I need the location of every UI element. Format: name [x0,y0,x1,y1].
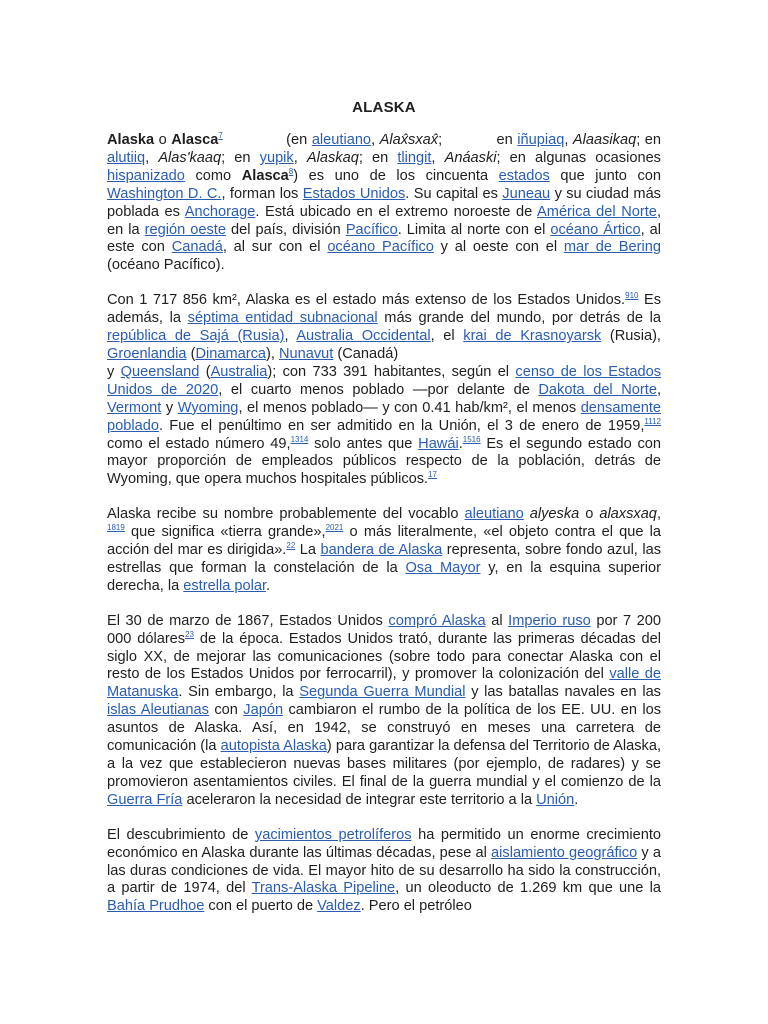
wiki-link[interactable]: yupik [259,149,294,166]
paragraph-intro [107,132,661,275]
wiki-link[interactable]: séptima entidad subnacional [187,310,378,327]
text-run: o [154,132,172,148]
footnote-ref-link[interactable]: 910 [625,291,639,301]
footnote-ref-link[interactable]: 7 [218,131,223,141]
footnote-ref [625,291,638,300]
wiki-link[interactable]: aleutiano [464,506,524,523]
wiki-link[interactable]: Bahía Prudhoe [107,898,205,915]
text-run: Es además, la [107,292,662,327]
text-run: por 7 200 000 dólares [107,612,662,647]
text-run: ), [266,345,279,362]
text-run: ; en algunas ocasiones [496,149,661,166]
text-run: cambiaron el rumbo de la política de los EE. UU. en los asuntos de Alaska. Así, en 1942, se construyó en meses una carretera de comunicación (la [107,702,662,755]
footnote-ref-link[interactable]: 8 [288,166,294,176]
wiki-link[interactable]: Segunda Guerra Mundial [299,684,466,701]
bold-term: Alasca [171,132,219,148]
footnote-ref-link[interactable]: 1314 [290,434,309,444]
footnote-ref-link[interactable]: 23 [185,629,194,639]
text-run: ( [186,345,196,362]
text-run: . Limita al norte con el [397,221,551,238]
footnote-ref [291,435,309,444]
wiki-link[interactable]: región oeste [144,221,226,238]
text-run: , [431,149,445,166]
wiki-link[interactable]: Juneau [502,185,551,202]
wiki-link[interactable]: hispanizado [107,167,185,184]
footnote-ref-link[interactable]: 1516 [462,434,481,444]
wiki-link[interactable]: krai de Krasnoyarsk [463,328,602,345]
footnote-ref-link[interactable]: 1112 [644,416,661,426]
text-run: como [184,167,242,184]
text-run: y su ciudad más poblada es [107,185,661,220]
wiki-link[interactable]: autopista Alaska [220,738,327,755]
text-run: que significa «tierra grande», [124,524,326,541]
text-run: , [656,506,661,523]
paragraph-history [107,613,661,810]
text-run: Con 1 717 856 km², Alaska es el estado más extenso de los Estados Unidos. [107,292,626,309]
wiki-link[interactable]: Groenlandia [107,345,187,362]
text-run: y [161,399,178,416]
native-name: alyeska [529,506,580,523]
text-run: , en la [107,203,661,238]
text-run: , [284,328,297,345]
footnote-ref-link[interactable]: 22 [286,541,296,551]
text-run: . [574,791,579,808]
wiki-link[interactable]: estados [498,167,550,184]
wiki-link[interactable]: valle de Matanuska [107,666,661,701]
footnote-ref [463,435,481,444]
text-run: y [107,363,121,380]
text-run: que junto con [549,167,661,184]
text-run: y las batallas navales en las [465,684,661,701]
text-run: al [485,612,509,629]
wiki-link[interactable]: censo de los Estados Unidos de 2020 [107,363,661,398]
text-run: . Su capital es [405,185,503,202]
wiki-link[interactable]: Canadá [171,239,223,256]
text-run: . Está ubicado en el extremo noroeste de [255,203,538,220]
native-name: Alas'kaaq [158,149,222,166]
wiki-link[interactable]: Unión [536,791,575,808]
text-run: ); con 733 391 habitantes, según el [267,363,516,380]
paragraph-etymology [107,506,661,596]
native-name: Alaasikaq [572,132,637,148]
text-run: o más literalmente, «el objeto contra el que la acción del mar es dirigida». [107,524,661,559]
text-run: (Canadá) [333,345,399,362]
text-run: . [266,577,271,594]
wiki-link[interactable]: alutiiq [107,149,146,166]
text-run: ) es uno de los cincuenta [293,167,499,184]
text-run: ; en [358,149,398,166]
wiki-link[interactable]: república de Sajá (Rusia) [107,328,285,345]
text-run: , [293,149,307,166]
wiki-link[interactable]: estrella polar [183,577,267,594]
text-run: como el estado número 49, [107,435,291,452]
text-run: (Rusia), [601,328,661,345]
wiki-link[interactable]: Osa Mayor [405,559,481,576]
text-run: y, en la esquina superior derecha, la [107,559,661,594]
text-run: ; en [636,132,662,148]
footnote-ref [286,541,295,550]
wiki-link[interactable]: tlingit [397,149,432,166]
text-run: . Fue el penúltimo en ser admitido en la Unión, el 3 de enero de 1959, [158,417,645,434]
wiki-link[interactable]: densamente poblado [107,399,662,434]
wiki-link[interactable]: Australia [210,363,268,380]
wiki-link[interactable]: yacimientos petrolíferos [254,826,412,843]
text-run: , el menos poblado— y con 0.41 hab/km², el menos [238,399,581,416]
text-run: . Pero el petróleo [360,898,472,915]
native-name: Alax̂sxax̂ [379,132,439,148]
bold-term: Alaska [107,132,155,148]
wiki-link[interactable]: iñupiaq [517,132,565,148]
text-run: ) para garantizar la defensa del Territorio de Alaska, a la vez que establecieron nuevas bases militares (por ejemplo, de radares) y se promovieron asentamientos civiles. El final de la guerra mundial y el comienzo de la [107,738,661,790]
wiki-link[interactable]: Japón [243,702,284,719]
bold-term: Alasca [241,167,289,184]
wiki-link[interactable]: Valdez [317,898,361,915]
wiki-link[interactable]: Estados Unidos [302,185,406,202]
text-run: . Sin embargo, la [178,684,300,701]
text-run: aceleraron la necesidad de integrar este territorio a la [182,791,537,808]
text-run: ; en [221,149,260,166]
text-run: Es el segundo estado con mayor proporción de empleados públicos respecto de la población, detrás de Wyoming, que opera muchos hospitales públicos. [107,435,661,488]
article-body [107,132,661,933]
text-run: . [458,435,463,452]
text-run: El descubrimiento de [107,826,255,843]
wiki-link[interactable]: océano Ártico [550,221,641,238]
wiki-link[interactable]: Imperio ruso [508,612,591,629]
text-run: más grande del mundo, por detrás de la [377,310,661,327]
wiki-link[interactable]: islas Aleutianas [107,702,209,719]
text-run: , forman los [221,185,303,202]
wiki-link[interactable]: Guerra Fría [107,791,183,808]
text-run: , al sur con el [222,239,328,256]
wiki-link[interactable]: Australia Occidental [296,328,431,345]
page-title: ALASKA [352,99,416,116]
text-run: El 30 de marzo de 1867, Estados Unidos [107,612,389,629]
text-run: y al oeste con el [433,239,564,256]
native-name: Anáaski [444,149,497,166]
wiki-link[interactable]: Wyoming [177,399,239,416]
text-run: , [564,132,573,148]
text-run: , [371,132,380,148]
wiki-link[interactable]: Trans-Alaska Pipeline [251,880,396,897]
footnote-ref [428,470,437,479]
text-run: y a las duras condiciones de vida. El mayor hito de su desarrollo ha sido la construcción, a partir de 1974, del [107,844,661,897]
wiki-link[interactable]: aleutiano [311,132,372,148]
footnote-ref [326,523,344,532]
wiki-link[interactable]: Washington D. C. [107,185,222,202]
text-run: de la época. Estados Unidos trató, durante las primeras décadas del siglo XX, de mejorar las comunicaciones (sobre todo para conectar Alaska con el resto de los Estados Unidos por ferrocarril), y promover la colonización del [107,630,661,683]
paragraph-economy [107,827,661,917]
text-run: (océano Pacífico). [107,257,225,274]
text-run: ; en [438,132,518,148]
footnote-ref-link[interactable]: 1819 [107,523,125,533]
wiki-link[interactable]: mar de Bering [563,239,661,256]
text-run: , el [430,328,464,345]
text-run: con [208,702,244,719]
wiki-link[interactable]: Pacífico [345,221,398,238]
wiki-link[interactable]: océano Pacífico [327,239,434,256]
text-run: , [145,149,159,166]
footnote-ref [644,417,661,426]
footnote-ref-link[interactable]: 17 [428,470,438,480]
text-run: representa, sobre fondo azul, las estrellas que forman la constelación de la [107,542,662,576]
paragraph-area-population [107,292,661,489]
wiki-link[interactable]: Hawái [418,435,459,452]
text-run: ha permitido un enorme crecimiento económico en Alaska durante las últimas décadas, pese al [107,826,661,861]
text-run: solo antes que [308,435,419,452]
wiki-link[interactable]: Nunavut [278,345,334,362]
native-name: alaxsxaq [599,506,657,523]
text-run: (en [222,132,312,148]
text-run: ( [199,363,211,380]
footnote-ref [107,523,125,532]
wiki-link[interactable]: Dakota del Norte [538,381,657,398]
text-run: , el cuarto menos poblado —por delante de [218,381,539,398]
text-run: Alaska recibe su nombre probablemente del vocablo [107,506,465,523]
wiki-link[interactable]: aislamiento geográfico [491,844,638,861]
text-run: del país, división [225,221,346,238]
wiki-link[interactable]: América del Norte [537,203,657,220]
text-run: con el puerto de [204,898,318,915]
wiki-link[interactable]: Vermont [107,399,162,416]
wiki-link[interactable]: Queensland [120,363,200,380]
text-run: , [656,381,661,398]
footnote-ref-link[interactable]: 2021 [325,523,344,533]
wiki-link[interactable]: Anchorage [184,203,256,220]
native-name: Alaskaq [306,149,359,166]
text-run: o [579,506,600,523]
wiki-link[interactable]: compró Alaska [388,612,486,629]
footnote-ref [185,630,194,639]
text-run: La [295,542,321,559]
text-run: , al este con [107,221,661,256]
wiki-link[interactable]: bandera de Alaska [320,542,443,559]
wiki-link[interactable]: Dinamarca [195,345,266,362]
text-run: , un oleoducto de 1.269 km que une la [395,880,662,897]
